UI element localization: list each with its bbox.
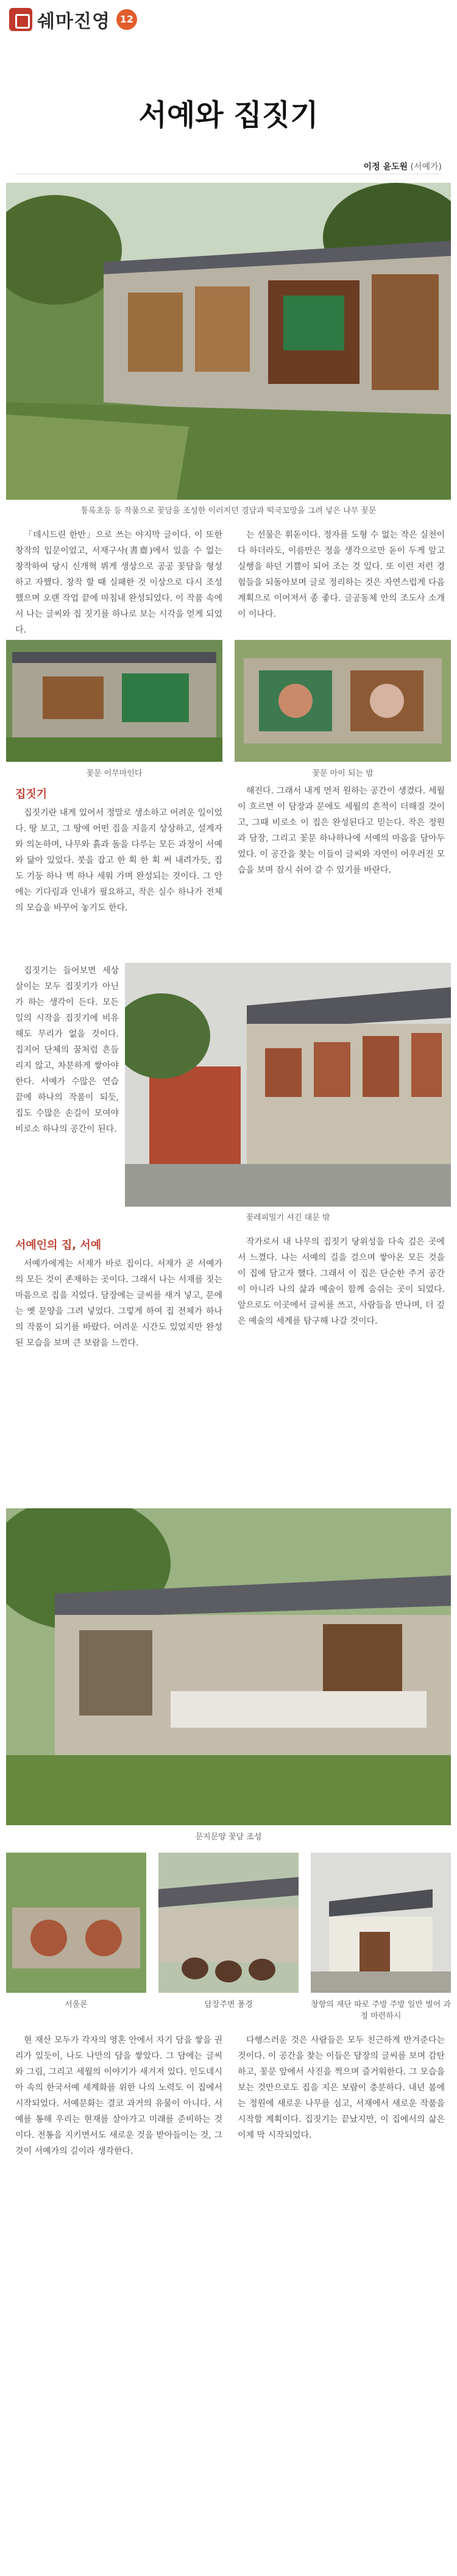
section1-continuation: [15, 963, 119, 1137]
gate-image: [125, 963, 451, 1207]
intro-paragraph: 「데시드린 한반」으로 쓰는 야지막 글이다. 이 또한 창작의 입문이었고, 서재구사(書齋)에서 있을 수 없는 창작하여 당시 신개혁 뷔게 생상으로 공공 꽃담을 형성하고 자했다. 창작 할 때 실패한 것 이상으로 다시 조성했으며 오랜 작업 끝에 마침내 완성되었다. 이 작품 속에서 나는 글씨와 집 짓기를 하나로 보는 시각을 얻게 되었다.: [15, 530, 222, 635]
photo-bottom-right: [311, 1853, 451, 1993]
section1-left-column: [15, 783, 222, 916]
section3-left-column: [15, 2032, 222, 2159]
plaque-wall-image: [6, 1508, 451, 1825]
section2-left-column: [15, 1234, 222, 1351]
page-header: [9, 6, 137, 33]
logo: [9, 6, 110, 33]
section1-right-paragraph: 해진다. 그래서 내게 먼저 원하는 공간이 생겼다. 세월이 흐르면 이 담장과 문에도 세월의 흔적이 더해질 것이고, 그때 비로소 이 집은 완성된다고 믿는다. 작은 정원과 담장, 그리고 꽃문 하나하나에 서예의 마음을 담아두었다. 이 공간을 찾는 이들이 글씨와 자연이 어우러진 모습을 보며 잠시 쉬어 갈 수 있기를 바란다.: [238, 786, 445, 875]
caption-bottom-right: 창향의 재단 따로 주방 주방 일반 벌어 과정 마련하시: [311, 2000, 451, 2021]
section1-cont-paragraph: 집짓기는 들어보면 세상살이는 모두 집짓기가 아닌가 하는 생각이 든다. 모든 일의 시작을 집짓기에 비유해도 무리가 없을 것이다. 집지어 단체의 꿈처럼 흔들리지 않고, 차분하게 쌓아야 한다. 서예가 수많은 연습 끝에 하나의 작품이 되듯, 집도 수많은 손길이 모여야 비로소 하나의 공간이 된다.: [15, 966, 119, 1134]
logo-icon: [9, 8, 32, 31]
section2-paragraph: 서예가에게는 서재가 바로 집이다. 서재가 곧 서예가의 모든 것이 존재하는 곳이다. 그래서 나는 서재를 짓는 마음으로 집을 지었다. 담장에는 글씨를 새겨 넣고, 문에는 옛 문양을 그려 넣었다. 그렇게 하여 집 전체가 하나의 작품이 되기를 바랐다. 어려운 시간도 있었지만 완성된 모습을 보며 큰 보람을 느낀다.: [15, 1259, 222, 1348]
section2-right-paragraph: 작가로서 내 나무의 집짓기 당위성을 다속 깊은 곳에서 느꼈다. 나는 서예의 길을 걸으며 쌓아온 모든 것을 이 집에 담고자 했다. 그래서 이 집은 단순한 주거 공간이 아니라 나의 삶과 예술이 함께 숨쉬는 곳이 되었다. 앞으로도 이곳에서 글씨를 쓰고, 사람들을 만나며, 더 깊은 예술의 세계를 탐구해 나갈 것이다.: [238, 1237, 445, 1326]
gate-photo: [125, 963, 451, 1207]
section3-paragraph: 현 재산 모두가 각자의 영혼 안에서 자기 담을 쌓을 권리가 있듯이, 나도 나만의 담을 쌓았다. 그 담에는 글씨와 그림, 그리고 세월의 이야기가 새겨져 있다. 인도네시아 속의 한국서예 세계화를 위한 나의 노력도 이 집에서 시작되었다. 서예문화는 결코 과거의 유물이 아니다. 서예를 통해 우리는 현재를 살아가고 미래를 준비하는 것이다. 전통을 지키면서도 새로운 것을 받아들이는 것, 그것이 서예가의 길이라 생각한다.: [15, 2035, 222, 2156]
section1-paragraph: 집짓기란 내게 있어서 정말로 생소하고 어려운 일이었다. 땅 보고, 그 땅에 어떤 집을 지을지 상상하고, 설계자와 의논하며, 나무와 흙과 돌을 다루는 모든 과정이 서예와 닮아 있었다. 붓을 잡고 한 획 한 획 써 내려가듯, 집도 기둥 하나 벽 하나 세워 가며 완성되는 것이다. 그 안에는 기다림과 인내가 필요하고, 작은 실수 하나가 전체의 모습을 바꾸어 놓기도 한다.: [15, 808, 222, 913]
caption-right-small: 꽃문 아이 되는 밤: [312, 769, 374, 778]
logo-text: 쉐마진영: [37, 11, 110, 32]
caption-left-small: 꽃문 이무마인다: [86, 769, 143, 778]
caption-big: 문지문양 꽃담 조성: [195, 1833, 262, 1842]
section2-right-column: [238, 1234, 445, 1329]
caption-gate: 꽃레피밀기 셔긴 대문 밖: [246, 1213, 330, 1222]
caption-bottom-mid: 담장주변 풍경: [204, 2000, 253, 2009]
big-photo: [6, 1508, 451, 1825]
caption-bottom-left: 서울론: [65, 2000, 88, 2009]
main-photo: [6, 183, 451, 500]
pond-image: [6, 1853, 146, 1993]
pots-image: [158, 1853, 299, 1993]
section3-right-paragraph: 다행스러운 것은 사람들은 모두 친근하게 반겨준다는 것이다. 이 공간을 찾는 이들은 담장의 글씨를 보며 감탄하고, 꽃문 앞에서 사진을 찍으며 즐거워한다. 그 모습을 보는 것만으로도 집을 지은 보람이 충분하다. 내년 봄에는 정원에 새로운 나무를 심고, 서재에서 새로운 작품을 시작할 계획이다. 집짓기는 끝났지만, 이 집에서의 삶은 이제 막 시작되었다.: [238, 2035, 445, 2140]
byline: [364, 160, 442, 172]
wall-panel-image: [6, 640, 222, 762]
intro-left-column: [15, 527, 222, 638]
main-photo-caption: 통록초등 등 작품으로 꽃담을 조성한 이러지던 경담과 떡국꼬망을 그려 넣은 나무 꽃문: [80, 506, 377, 516]
section1-right-column: [238, 783, 445, 878]
photo-left-small: [6, 640, 222, 762]
photo-right-small: [235, 640, 451, 762]
author-name: 이정 윤도원: [363, 162, 408, 172]
house-image: [311, 1853, 451, 1993]
page-title: 서예와 집짓기: [138, 98, 319, 132]
photo-bottom-left: [6, 1853, 146, 1993]
section3-right-column: [238, 2032, 445, 2143]
intro-right-paragraph: 는 선물은 휘돋이다. 정자를 도형 수 없는 작은 실천이다 하더라도, 이름만은 정을 생각으로만 돋이 두게 앞고 실행을 하던 기쁨이 되어 조는 것 있다. 또 이런 저런 경험들을 되돌아보며 글로 정리하는 것은 자연스럽게 다음 계획으로 이어져서 종 좋다. 글공동체 안의 조도사 소개이 이나다.: [238, 530, 445, 619]
photo-bottom-mid: [158, 1853, 299, 1993]
author-role: (서예가): [410, 162, 442, 172]
intro-right-column: [238, 527, 445, 622]
garden-wall-image: [6, 183, 451, 500]
section2-heading: 서예인의 집, 서예: [15, 1239, 102, 1252]
plum-blossom-panel-image: [235, 640, 451, 762]
page-number-badge: 12: [116, 9, 137, 30]
section1-heading: 집짓기: [15, 788, 48, 801]
